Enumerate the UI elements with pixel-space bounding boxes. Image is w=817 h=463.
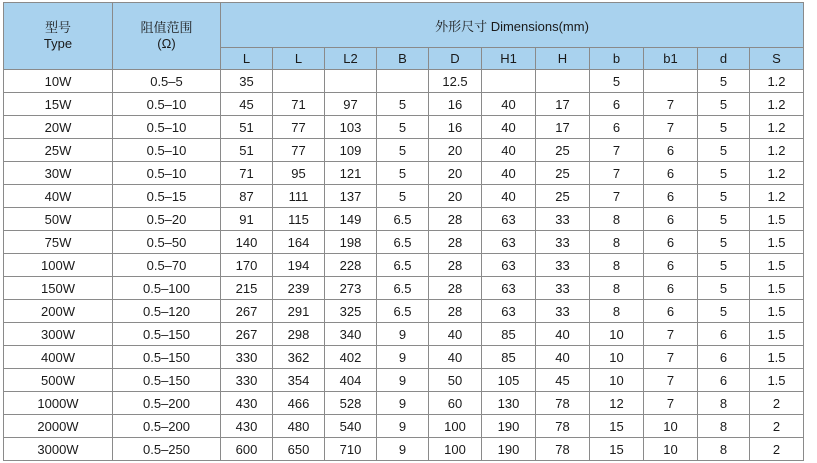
dimension-column-header: S xyxy=(750,48,804,70)
table-row xyxy=(4,254,804,277)
dimension-cell: 273 xyxy=(325,277,377,300)
dimension-cell: 5 xyxy=(698,162,750,185)
dimension-cell: 78 xyxy=(536,392,590,415)
dimension-cell: 267 xyxy=(221,323,273,346)
dimension-cell: 17 xyxy=(536,116,590,139)
dimension-column-header: L xyxy=(221,48,273,70)
dimension-cell: 28 xyxy=(429,300,482,323)
dimension-cell: 8 xyxy=(698,392,750,415)
resistance-cell: 0.5–150 xyxy=(113,346,221,369)
dimension-cell: 51 xyxy=(221,116,273,139)
dimension-cell: 5 xyxy=(377,116,429,139)
dimension-cell: 25 xyxy=(536,139,590,162)
type-header-en: Type xyxy=(43,36,73,51)
table-row xyxy=(4,300,804,323)
dimension-cell: 228 xyxy=(325,254,377,277)
dimension-cell: 9 xyxy=(377,438,429,461)
dimension-cell: 6.5 xyxy=(377,231,429,254)
dimension-cell: 7 xyxy=(590,162,644,185)
dimension-cell: 430 xyxy=(221,392,273,415)
dimension-cell: 33 xyxy=(536,208,590,231)
table-row xyxy=(4,70,804,93)
resistor-dimensions-table xyxy=(3,2,804,461)
resistance-cell: 0.5–10 xyxy=(113,139,221,162)
dimension-cell: 5 xyxy=(698,208,750,231)
resistance-cell: 0.5–10 xyxy=(113,93,221,116)
dimension-column-header: H1 xyxy=(482,48,536,70)
dimension-cell: 63 xyxy=(482,277,536,300)
dimension-cell: 40 xyxy=(429,346,482,369)
resistance-cell: 0.5–100 xyxy=(113,277,221,300)
type-cell: 150W xyxy=(4,277,113,300)
dimension-cell: 25 xyxy=(536,185,590,208)
dimension-cell: 6 xyxy=(590,116,644,139)
table-row xyxy=(4,415,804,438)
header-row-primary xyxy=(4,3,804,48)
dimension-cell: 5 xyxy=(698,300,750,323)
dimension-cell: 8 xyxy=(590,231,644,254)
dimension-cell: 95 xyxy=(273,162,325,185)
dimension-cell: 215 xyxy=(221,277,273,300)
dimension-cell: 1.2 xyxy=(750,93,804,116)
dimension-cell: 2 xyxy=(750,438,804,461)
dimension-cell: 7 xyxy=(644,323,698,346)
dimension-cell: 12.5 xyxy=(429,70,482,93)
type-cell: 200W xyxy=(4,300,113,323)
dimension-cell: 5 xyxy=(377,93,429,116)
dimension-cell: 5 xyxy=(698,70,750,93)
dimension-cell: 1.5 xyxy=(750,254,804,277)
dimension-cell: 35 xyxy=(221,70,273,93)
resistance-cell: 0.5–70 xyxy=(113,254,221,277)
dimension-cell: 6 xyxy=(590,93,644,116)
dimension-cell: 1.2 xyxy=(750,70,804,93)
dimension-cell: 194 xyxy=(273,254,325,277)
type-cell: 10W xyxy=(4,70,113,93)
dimension-cell: 330 xyxy=(221,369,273,392)
table-row xyxy=(4,162,804,185)
dimension-cell: 7 xyxy=(590,185,644,208)
dimension-cell: 430 xyxy=(221,415,273,438)
dimension-cell: 111 xyxy=(273,185,325,208)
dimension-cell: 710 xyxy=(325,438,377,461)
dimension-cell: 40 xyxy=(536,323,590,346)
dimension-cell: 1.5 xyxy=(750,231,804,254)
dimension-cell: 20 xyxy=(429,162,482,185)
dimension-cell: 100 xyxy=(429,438,482,461)
dimension-cell: 9 xyxy=(377,369,429,392)
dimension-cell: 330 xyxy=(221,346,273,369)
dimension-cell: 6.5 xyxy=(377,208,429,231)
dimension-cell: 6 xyxy=(644,208,698,231)
dimension-cell: 6.5 xyxy=(377,277,429,300)
dimension-cell: 9 xyxy=(377,346,429,369)
dimension-column-header: d xyxy=(698,48,750,70)
dimension-cell: 5 xyxy=(377,139,429,162)
dimension-cell: 45 xyxy=(221,93,273,116)
dimension-cell: 60 xyxy=(429,392,482,415)
dimension-cell: 404 xyxy=(325,369,377,392)
type-cell: 2000W xyxy=(4,415,113,438)
dimension-cell: 5 xyxy=(698,185,750,208)
table-row xyxy=(4,208,804,231)
dimension-cell: 7 xyxy=(644,93,698,116)
dimension-cell: 6 xyxy=(698,323,750,346)
dimension-cell xyxy=(536,70,590,93)
dimension-cell: 40 xyxy=(482,139,536,162)
dimension-cell: 71 xyxy=(221,162,273,185)
dimension-cell: 12 xyxy=(590,392,644,415)
table-row xyxy=(4,369,804,392)
dimension-cell: 40 xyxy=(429,323,482,346)
dimension-cell: 77 xyxy=(273,116,325,139)
resistance-cell: 0.5–5 xyxy=(113,70,221,93)
dimension-cell: 40 xyxy=(482,185,536,208)
type-cell: 30W xyxy=(4,162,113,185)
resistance-cell: 0.5–120 xyxy=(113,300,221,323)
dimension-cell: 198 xyxy=(325,231,377,254)
dimension-cell xyxy=(644,70,698,93)
dimension-cell: 1.2 xyxy=(750,185,804,208)
dimension-cell: 8 xyxy=(590,300,644,323)
dimension-cell: 298 xyxy=(273,323,325,346)
dimension-cell: 71 xyxy=(273,93,325,116)
dimension-cell: 78 xyxy=(536,438,590,461)
dimension-column-header: H xyxy=(536,48,590,70)
dimension-cell: 267 xyxy=(221,300,273,323)
dimension-cell: 10 xyxy=(644,415,698,438)
dimension-cell: 7 xyxy=(644,346,698,369)
type-cell: 500W xyxy=(4,369,113,392)
dimension-cell: 63 xyxy=(482,208,536,231)
dimension-cell: 78 xyxy=(536,415,590,438)
dimension-cell: 6 xyxy=(644,254,698,277)
type-cell: 3000W xyxy=(4,438,113,461)
dimension-column-header: b1 xyxy=(644,48,698,70)
dimension-cell: 50 xyxy=(429,369,482,392)
type-cell: 1000W xyxy=(4,392,113,415)
table-row xyxy=(4,185,804,208)
dimension-cell: 20 xyxy=(429,185,482,208)
dimension-cell: 5 xyxy=(698,116,750,139)
dimension-cell xyxy=(482,70,536,93)
dimension-cell: 63 xyxy=(482,300,536,323)
table-row xyxy=(4,277,804,300)
dimension-cell: 480 xyxy=(273,415,325,438)
dimension-cell: 7 xyxy=(644,392,698,415)
dimension-cell: 354 xyxy=(273,369,325,392)
dimension-cell: 9 xyxy=(377,323,429,346)
dimension-cell: 8 xyxy=(698,415,750,438)
dimension-cell: 1.2 xyxy=(750,162,804,185)
dimension-cell: 10 xyxy=(590,323,644,346)
table-row xyxy=(4,438,804,461)
dimension-cell: 600 xyxy=(221,438,273,461)
dimension-cell: 9 xyxy=(377,392,429,415)
dimension-cell: 40 xyxy=(482,162,536,185)
dimension-cell: 40 xyxy=(536,346,590,369)
dimension-cell xyxy=(273,70,325,93)
dimension-cell: 121 xyxy=(325,162,377,185)
dimension-cell: 149 xyxy=(325,208,377,231)
dimension-cell: 325 xyxy=(325,300,377,323)
dimension-cell: 15 xyxy=(590,415,644,438)
dimension-column-header: L xyxy=(273,48,325,70)
dimension-cell: 190 xyxy=(482,415,536,438)
dimension-cell: 28 xyxy=(429,231,482,254)
dimension-cell: 6 xyxy=(644,277,698,300)
dimension-cell: 40 xyxy=(482,93,536,116)
type-cell: 15W xyxy=(4,93,113,116)
dimension-cell: 1.2 xyxy=(750,116,804,139)
dimension-cell: 45 xyxy=(536,369,590,392)
dimension-cell: 33 xyxy=(536,277,590,300)
dimension-column-header: B xyxy=(377,48,429,70)
dimension-cell: 85 xyxy=(482,323,536,346)
resistance-cell: 0.5–10 xyxy=(113,116,221,139)
resistance-header-cn: 阻值范围 xyxy=(140,20,193,35)
dimension-cell: 5 xyxy=(698,254,750,277)
dimension-cell: 528 xyxy=(325,392,377,415)
dimension-cell: 6 xyxy=(644,300,698,323)
dimension-column-header: L2 xyxy=(325,48,377,70)
dimension-cell: 6 xyxy=(698,369,750,392)
dimension-cell: 25 xyxy=(536,162,590,185)
dimension-cell: 9 xyxy=(377,415,429,438)
resistance-cell: 0.5–200 xyxy=(113,415,221,438)
dimension-cell: 140 xyxy=(221,231,273,254)
dimension-cell: 33 xyxy=(536,231,590,254)
dimension-cell: 10 xyxy=(590,369,644,392)
type-cell: 50W xyxy=(4,208,113,231)
table-row xyxy=(4,93,804,116)
dimension-cell: 6 xyxy=(644,162,698,185)
dimension-cell: 28 xyxy=(429,277,482,300)
dimension-cell: 103 xyxy=(325,116,377,139)
dimension-cell: 63 xyxy=(482,231,536,254)
table-row xyxy=(4,231,804,254)
resistance-cell: 0.5–20 xyxy=(113,208,221,231)
type-cell: 100W xyxy=(4,254,113,277)
dimension-cell: 170 xyxy=(221,254,273,277)
dimension-cell: 6 xyxy=(644,185,698,208)
dimension-cell: 8 xyxy=(590,208,644,231)
dimension-cell: 5 xyxy=(698,93,750,116)
dimension-cell: 40 xyxy=(482,116,536,139)
dimension-cell: 2 xyxy=(750,415,804,438)
dimension-cell: 77 xyxy=(273,139,325,162)
dimension-cell: 291 xyxy=(273,300,325,323)
dimension-cell: 7 xyxy=(644,116,698,139)
dimension-cell: 63 xyxy=(482,254,536,277)
dimension-cell: 5 xyxy=(377,185,429,208)
dimension-cell: 130 xyxy=(482,392,536,415)
dimension-cell: 7 xyxy=(590,139,644,162)
dimension-cell: 6 xyxy=(644,231,698,254)
dimension-cell: 5 xyxy=(377,162,429,185)
type-header xyxy=(4,3,113,70)
dimension-cell: 466 xyxy=(273,392,325,415)
dimension-cell: 6.5 xyxy=(377,254,429,277)
table-row xyxy=(4,346,804,369)
dimension-cell: 20 xyxy=(429,139,482,162)
resistance-cell: 0.5–10 xyxy=(113,162,221,185)
dimension-cell: 1.5 xyxy=(750,346,804,369)
dimension-cell: 190 xyxy=(482,438,536,461)
dimension-cell: 1.5 xyxy=(750,208,804,231)
dimension-cell: 340 xyxy=(325,323,377,346)
dimension-cell: 100 xyxy=(429,415,482,438)
dimension-cell: 115 xyxy=(273,208,325,231)
dimension-cell: 1.5 xyxy=(750,300,804,323)
dimension-cell: 33 xyxy=(536,254,590,277)
type-cell: 75W xyxy=(4,231,113,254)
table-row xyxy=(4,323,804,346)
dimension-column-header: b xyxy=(590,48,644,70)
dimension-cell: 239 xyxy=(273,277,325,300)
dimension-cell: 6 xyxy=(698,346,750,369)
dimension-cell: 5 xyxy=(590,70,644,93)
dimension-cell: 5 xyxy=(698,277,750,300)
dimension-cell: 105 xyxy=(482,369,536,392)
type-cell: 40W xyxy=(4,185,113,208)
dimension-cell: 2 xyxy=(750,392,804,415)
table-row xyxy=(4,139,804,162)
table-row xyxy=(4,116,804,139)
dimension-cell: 362 xyxy=(273,346,325,369)
dimensions-header: 外形尺寸 Dimensions(mm) xyxy=(221,3,804,48)
type-cell: 400W xyxy=(4,346,113,369)
dimension-cell: 540 xyxy=(325,415,377,438)
dimension-cell: 16 xyxy=(429,93,482,116)
table-body xyxy=(4,70,804,461)
type-cell: 25W xyxy=(4,139,113,162)
dimension-cell: 6 xyxy=(644,139,698,162)
dimension-cell: 10 xyxy=(644,438,698,461)
resistance-cell: 0.5–200 xyxy=(113,392,221,415)
dimension-cell: 7 xyxy=(644,369,698,392)
dimension-cell: 85 xyxy=(482,346,536,369)
dimension-cell: 17 xyxy=(536,93,590,116)
dimension-cell xyxy=(377,70,429,93)
dimension-cell: 650 xyxy=(273,438,325,461)
resistance-cell: 0.5–250 xyxy=(113,438,221,461)
dimension-cell: 28 xyxy=(429,254,482,277)
type-cell: 300W xyxy=(4,323,113,346)
dimension-cell: 97 xyxy=(325,93,377,116)
dimension-cell: 137 xyxy=(325,185,377,208)
dimension-cell: 10 xyxy=(590,346,644,369)
dimension-cell: 1.5 xyxy=(750,323,804,346)
dimension-cell: 15 xyxy=(590,438,644,461)
dimension-cell: 91 xyxy=(221,208,273,231)
resistance-cell: 0.5–15 xyxy=(113,185,221,208)
dimension-cell: 8 xyxy=(590,277,644,300)
dimension-cell: 6.5 xyxy=(377,300,429,323)
dimension-cell: 16 xyxy=(429,116,482,139)
dimension-cell: 164 xyxy=(273,231,325,254)
dimension-cell: 1.2 xyxy=(750,139,804,162)
dimension-cell: 87 xyxy=(221,185,273,208)
dimension-cell: 1.5 xyxy=(750,369,804,392)
dimension-cell xyxy=(325,70,377,93)
type-cell: 20W xyxy=(4,116,113,139)
dimension-cell: 109 xyxy=(325,139,377,162)
dimension-cell: 51 xyxy=(221,139,273,162)
dimension-cell: 8 xyxy=(590,254,644,277)
resistance-cell: 0.5–50 xyxy=(113,231,221,254)
dimension-cell: 5 xyxy=(698,231,750,254)
dimension-cell: 402 xyxy=(325,346,377,369)
resistance-header-unit: (Ω) xyxy=(157,36,176,51)
dimension-cell: 8 xyxy=(698,438,750,461)
dimension-cell: 1.5 xyxy=(750,277,804,300)
dimension-cell: 5 xyxy=(698,139,750,162)
resistance-cell: 0.5–150 xyxy=(113,369,221,392)
resistance-cell: 0.5–150 xyxy=(113,323,221,346)
type-header-cn: 型号 xyxy=(44,20,71,35)
table-row xyxy=(4,392,804,415)
resistance-header xyxy=(113,3,221,70)
dimension-cell: 33 xyxy=(536,300,590,323)
dimension-cell: 28 xyxy=(429,208,482,231)
dimension-column-header: D xyxy=(429,48,482,70)
